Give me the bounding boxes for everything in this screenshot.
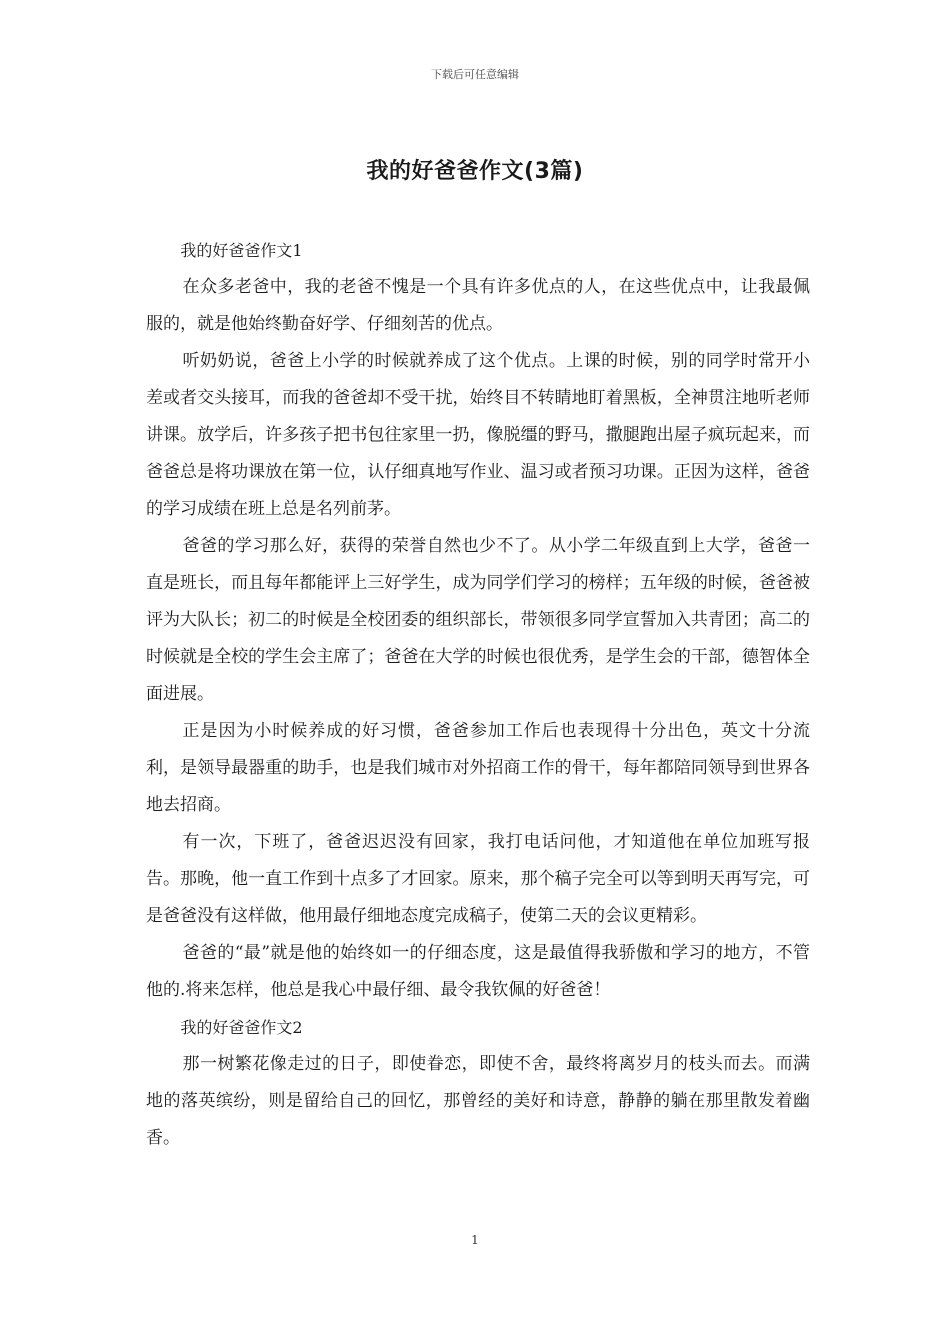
section-heading: 我的好爸爸作文1	[180, 241, 303, 260]
page-number: 1	[471, 1233, 479, 1247]
paragraph: 爸爸的学习那么好，获得的荣誉自然也少不了。从小学二年级直到上大学，爸爸一直是班长，而且每年都能评上三好学生，成为同学们学习的榜样；五年级的时候，爸爸被评为大队长；初二的时候是全校团委的组织部长，带领很多同学宣誓加入共青团；高二的时候就是全校的学生会主席了；爸爸在大学的时候也很优秀，是学生会的干部，德智体全面进展。	[146, 536, 810, 704]
document-title: 我的好爸爸作文(3篇)	[366, 159, 584, 184]
paragraph: 有一次，下班了，爸爸迟迟没有回家，我打电话问他，才知道他在单位加班写报告。那晚，他一直工作到十点多了才回家。原来，那个稿子完全可以等到明天再写完，可是爸爸没有这样做，他用最仔细地态度完成稿子，使第二天的会议更精彩。	[146, 832, 810, 926]
paragraph: 正是因为小时候养成的好习惯，爸爸参加工作后也表现得十分出色，英文十分流利，是领导最器重的助手，也是我们城市对外招商工作的骨干，每年都陪同领导到世界各地去招商。	[146, 721, 810, 815]
section-heading: 我的好爸爸作文2	[180, 1018, 303, 1037]
paragraph: 在众多老爸中，我的老爸不愧是一个具有许多优点的人，在这些优点中，让我最佩服的，就是他始终勤奋好学、仔细刻苦的优点。	[146, 277, 810, 334]
document-body	[146, 232, 810, 1157]
paragraph: 爸爸的“最”就是他的始终如一的仔细态度，这是最值得我骄傲和学习的地方，不管他的.将来怎样，他总是我心中最仔细、最令我钦佩的好爸爸！	[146, 943, 810, 1000]
header-note: 下载后可任意编辑	[431, 68, 519, 81]
paragraph: 那一树繁花像走过的日子，即使眷恋，即使不舍，最终将离岁月的枝头而去。而满地的落英缤纷，则是留给自己的回忆，那曾经的美好和诗意，静静的躺在那里散发着幽香。	[146, 1054, 810, 1148]
paragraph: 听奶奶说，爸爸上小学的时候就养成了这个优点。上课的时候，别的同学时常开小差或者交头接耳，而我的爸爸却不受干扰，始终目不转睛地盯着黑板，全神贯注地听老师讲课。放学后，许多孩子把书包往家里一扔，像脱缰的野马，撒腿跑出屋子疯玩起来，而爸爸总是将功课放在第一位，认仔细真地写作业、温习或者预习功课。正因为这样，爸爸的学习成绩在班上总是名列前茅。	[146, 351, 810, 519]
